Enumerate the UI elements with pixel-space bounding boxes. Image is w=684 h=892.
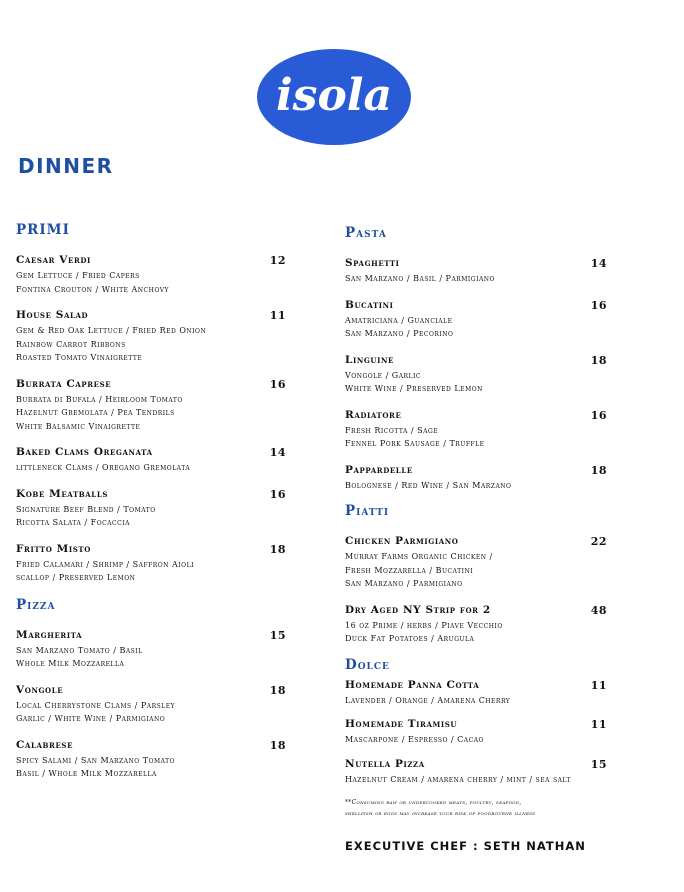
menu-item-description: Burrata di Bufala / Heirloom Tomato [16, 394, 183, 404]
menu-item-name: Linguine [345, 353, 394, 366]
menu-item-price: 11 [590, 678, 607, 692]
menu-item [345, 535, 663, 591]
menu-item-name: Homemade Panna Cotta [345, 678, 480, 691]
menu-item-description: Fried Calamari / Shrimp / Saffron Aioli [16, 559, 194, 569]
menu-title: DINNER [18, 154, 114, 178]
menu-item [16, 488, 298, 530]
menu-item-description: Ricotta Salata / Focaccia [16, 518, 130, 527]
logo-wordmark: isola [275, 70, 393, 121]
menu-item-description: littleneck Clams / Oregano Gremolata [16, 463, 191, 472]
executive-chef: EXECUTIVE CHEF : SETH NATHAN [345, 839, 586, 853]
menu-item [16, 739, 298, 781]
section-title-primi: PRIMI [16, 222, 70, 238]
menu-item [345, 679, 663, 708]
menu-item-description: Mascarpone / Espresso / Cacao [345, 735, 484, 744]
menu-item-price: 11 [590, 718, 607, 731]
menu-item [345, 718, 663, 747]
menu-item-description: Gem Lettuce / Fried Capers [16, 271, 140, 280]
menu-item-price: 18 [269, 683, 286, 697]
left-column [16, 222, 298, 794]
menu-item-description: Garlic / White Wine / Parmigiano [16, 714, 166, 723]
menu-item-description: Fennel Pork Sausage / Truffle [345, 439, 485, 448]
menu-item-name: Dry Aged NY Strip for 2 [345, 603, 491, 616]
menu-item-name: House Salad [16, 309, 89, 321]
menu-item-price: 12 [269, 254, 286, 267]
menu-item-description: San Marzano / Pecorino [345, 329, 454, 338]
menu-item [345, 409, 663, 451]
menu-item-price: 16 [269, 377, 286, 391]
right-column [345, 225, 663, 853]
menu-item-description: Roasted Tomato Vinaigrette [16, 353, 143, 362]
menu-item-name: Baked Clams Oreganata [16, 446, 153, 458]
isola-logo-graphic [256, 48, 412, 146]
menu-item-description: Whole Milk Mozzarella [16, 659, 125, 668]
menu-item-description: Basil / Whole Milk Mozzarella [16, 769, 157, 778]
dolce-list [345, 679, 663, 787]
menu-item-name: Burrata Caprese [16, 377, 112, 390]
menu-item-name: Fritto Misto [16, 542, 91, 555]
menu-item-description: Fresh Mozzarella / Bucatini [345, 565, 474, 575]
notice-line: shellfish or eggs may increase your risk of foodbourne illness [345, 810, 536, 817]
menu-item-name: Bucatini [345, 298, 394, 311]
section-title-pasta: Pasta [345, 225, 387, 241]
menu-item-description: Fresh Ricotta / Sage [345, 425, 439, 435]
menu-item-price: 18 [269, 738, 286, 752]
menu-item-price: 16 [590, 408, 607, 422]
section-title-dolce: Dolce [345, 656, 390, 673]
section-title-piatti: Piatti [345, 503, 390, 519]
menu-item-description: scallop / Preserved Lemon [16, 573, 136, 582]
menu-item [345, 354, 663, 396]
menu-item [16, 254, 298, 296]
menu-item-price: 15 [269, 628, 286, 642]
menu-item-price: 15 [590, 757, 607, 771]
menu-item [345, 299, 663, 341]
piatti-list [345, 535, 663, 646]
menu-item [345, 758, 663, 787]
notice-line: **Consuming raw or undercooked meats, poultry, seafood, [345, 799, 522, 806]
menu-item [345, 604, 663, 646]
menu-item-name: Nutella Pizza [345, 757, 425, 770]
menu-item-name: Pappardelle [345, 463, 413, 476]
menu-item-name: Vongole [16, 683, 64, 696]
menu-item [16, 543, 298, 585]
menu-item-name: Chicken Parmigiano [345, 535, 459, 547]
menu-item-price: 16 [590, 298, 607, 312]
menu-item-name: Kobe Meatballs [16, 487, 108, 500]
menu-item-description: Duck Fat Potatoes / Arugula [345, 634, 475, 643]
menu-item-description: Vongole / Garlic [345, 370, 421, 380]
menu-item [16, 446, 298, 475]
menu-item-description: Rainbow Carrot Ribbons [16, 339, 126, 349]
menu-item-name: Radiatore [345, 408, 402, 421]
menu-item-name: Homemade Tiramisu [345, 718, 458, 730]
menu-item-description: Amatriciana / Guanciale [345, 315, 453, 325]
menu-item-description: Bolognese / Red Wine / San Marzano [345, 480, 512, 490]
menu-item-description: Local Cherrystone Clams / Parsley [16, 700, 176, 710]
menu-item-description: San Marzano / Parmigiano [345, 579, 463, 588]
menu-item-price: 22 [590, 535, 607, 548]
menu-item-description: Hazelnut Gremolata / Pea Tendrils [16, 408, 175, 417]
raw-food-notice [345, 797, 663, 819]
menu-item-description: Hazelnut Cream / amarena cherry / mint / sea salt [345, 774, 571, 784]
menu-item-description: Lavender / Orange / Amarena Cherry [345, 695, 511, 705]
pasta-list [345, 257, 663, 492]
menu-item-price: 48 [590, 603, 607, 617]
menu-item [345, 464, 663, 493]
pizza-list [16, 629, 298, 781]
primi-list [16, 254, 298, 585]
menu-item-price: 18 [590, 353, 607, 367]
menu-item-description: Murray Farms Organic Chicken / [345, 552, 493, 561]
menu-item-name: Margherita [16, 628, 83, 641]
menu-item-description: Gem & Red Oak Lettuce / Fried Red Onion [16, 326, 207, 335]
menu-item-description: Fontina Crouton / White Anchovy [16, 284, 169, 294]
menu-item-description: 16 oz Prime / herbs / Piave Vecchio [345, 620, 503, 630]
menu-item-price: 14 [269, 446, 286, 459]
menu-item [16, 684, 298, 726]
menu-item [16, 629, 298, 671]
menu-item-description: White Wine / Preserved Lemon [345, 384, 483, 393]
menu-item-description: San Marzano Tomato / Basil [16, 645, 143, 655]
menu-item-price: 18 [590, 463, 607, 477]
menu-item-price: 18 [269, 542, 286, 556]
menu-item [16, 309, 298, 365]
menu-item-name: Calabrese [16, 738, 74, 751]
menu-item-name: Spaghetti [345, 257, 400, 269]
menu-item [345, 257, 663, 286]
isola-logo [256, 48, 412, 146]
menu-item-name: Caesar Verdi [16, 254, 91, 266]
menu-item-price: 16 [269, 487, 286, 501]
menu-item [16, 378, 298, 434]
menu-item-description: Spicy Salami / San Marzano Tomato [16, 755, 176, 765]
menu-item-description: Signature Beef Blend / Tomato [16, 504, 156, 514]
menu-item-description: San Marzano / Basil / Parmigiano [345, 274, 495, 283]
menu-item-description: White Balsamic Vinaigrette [16, 421, 141, 431]
menu-item-price: 14 [590, 257, 607, 270]
menu-item-price: 11 [269, 309, 286, 322]
section-title-pizza: Pizza [16, 596, 56, 613]
